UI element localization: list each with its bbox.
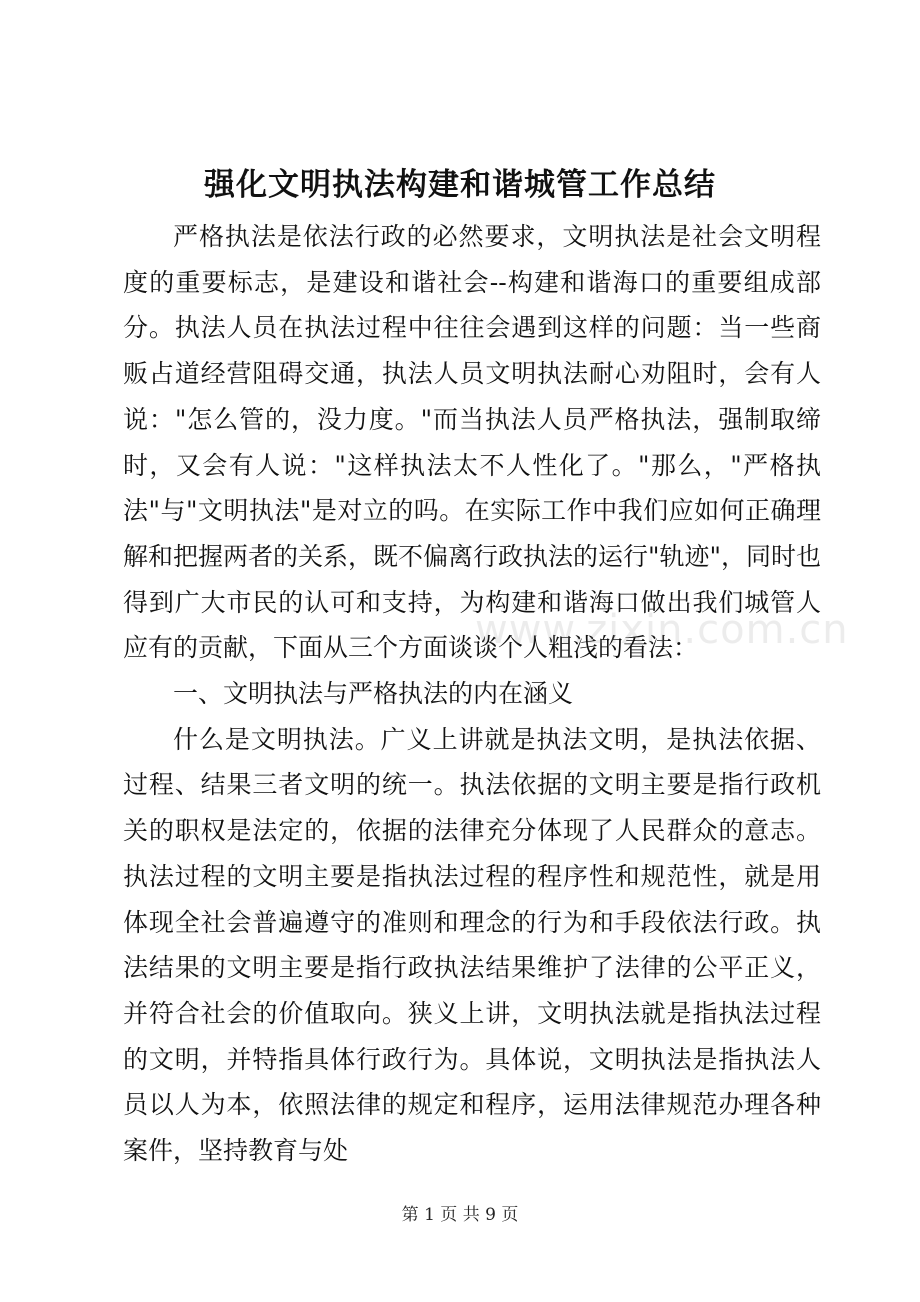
paragraph-definition: 什么是文明执法。广义上讲就是执法文明，是执法依据、过程、结果三者文明的统一。执法依据的文明主要是指行政机关的职权是法定的，依据的法律充分体现了人民群众的意志。执法过程的文明主要是指执法过程的程序性和规范性，就是用体现全社会普遍遵守的准则和理念的行为和手段依法行政。执法结果的文明主要是指行政执法结果维护了法律的公平正义，并符合社会的价值取向。狭义上讲，文明执法就是指执法过程的文明，并特指具体行政行为。具体说，文明执法是指执法人员以人为本，依照法律的规定和程序，运用法律规范办理各种案件，坚持教育与处 xyxy=(123,724,821,1166)
document-title: 强化文明执法构建和谐城管工作总结 xyxy=(204,167,716,203)
document-body xyxy=(123,214,821,1174)
section-heading-1: 一、文明执法与严格执法的内在涵义 xyxy=(173,679,574,709)
paragraph-intro: 严格执法是依法行政的必然要求，文明执法是社会文明程度的重要标志，是建设和谐社会--构建和谐海口的重要组成部分。执法人员在执法过程中往往会遇到这样的问题：当一些商贩占道经营阻碍交通，执法人员文明执法耐心劝阻时，会有人说："怎么管的，没力度。"而当执法人员严格执法，强制取缔时，又会有人说："这样执法太不人性化了。"那么，"严格执法"与"文明执法"是对立的吗。在实际工作中我们应如何正确理解和把握两者的关系，既不偏离行政执法的运行"轨迹"，同时也得到广大市民的认可和支持，为构建和谐海口做出我们城管人应有的贡献，下面从三个方面谈谈个人粗浅的看法： xyxy=(123,222,822,663)
page-number-footer: 第 1 页 共 9 页 xyxy=(401,1205,519,1225)
watermark: www.zixin.com.cn xyxy=(475,607,849,653)
